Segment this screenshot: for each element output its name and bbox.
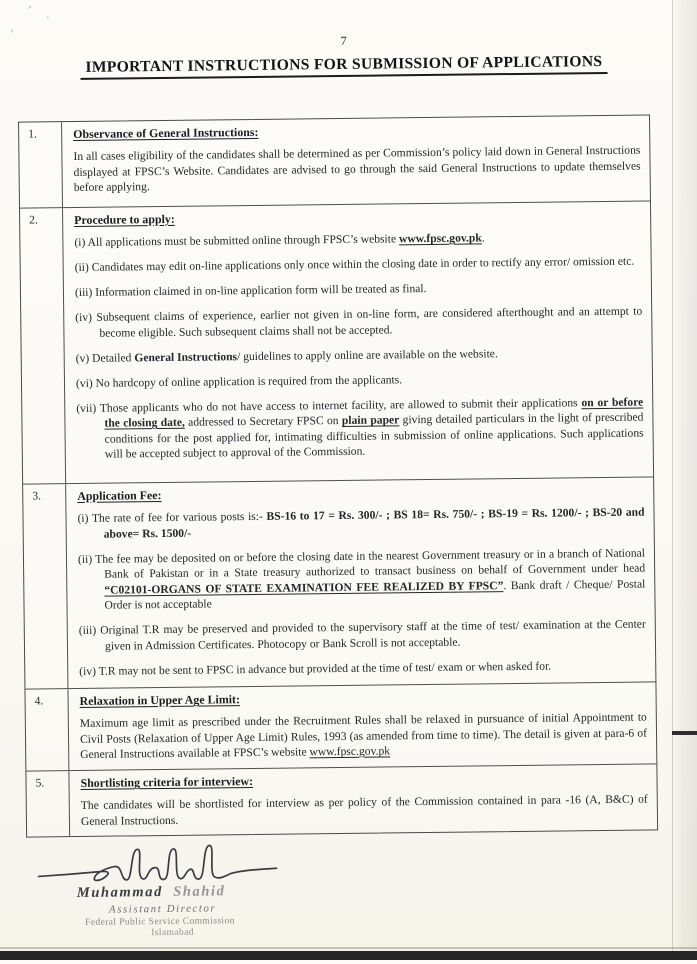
row-heading: Observance of General Instructions: — [73, 124, 259, 142]
row-content — [63, 201, 653, 483]
text-run: (ii) The fee may be deposited on or before the closing date in the nearest Government treasury or in a branch of National Bank of Pakistan or in a State treasury authorized to transact business on behalf of Government under head — [77, 546, 646, 581]
row-number: 4. — [25, 689, 69, 770]
table-row — [20, 200, 653, 483]
row-number: 1. — [19, 122, 63, 207]
text-run: on or before the closing date, — [104, 395, 644, 430]
row-content — [69, 764, 657, 836]
signatory-first-name: Muhammad — [76, 884, 164, 902]
instruction-paragraph — [73, 143, 640, 196]
instruction-paragraph — [75, 304, 642, 341]
signatory-city: Islamabad — [151, 927, 194, 939]
text-run: www.fpsc.gov.pk — [398, 231, 482, 246]
row-heading: Relaxation in Upper Age Limit: — [79, 692, 240, 708]
text-run: plain paper — [341, 413, 400, 427]
signature-block — [32, 836, 373, 940]
text-run: (vi) No hardcopy of online application is required from the applicants. — [75, 372, 403, 390]
signatory-last-name: Shahid — [173, 883, 226, 900]
instruction-paragraph — [76, 344, 643, 366]
page-number: 7 — [340, 33, 347, 48]
text-run: (vii) Those applicants who do not have access to internet facility, are allowed to submit their applications — [76, 395, 582, 415]
text-run: (iii) Original T.R may be preserved and provided to the supervisory staff at the time of test/ examination at the Center given in Admission Certificates. Photocopy or Bank Scroll is not acceptable. — [78, 617, 646, 653]
text-run: addressed to Secretary FPSC on — [184, 413, 342, 429]
text-run: “C02101-ORGANS OF STATE EXAMINATION FEE REALIZED BY FPSC” — [104, 578, 504, 597]
row-number: 5. — [26, 771, 70, 836]
signatory-role: Assistant Director — [108, 902, 217, 916]
table-row — [19, 115, 650, 207]
row-number: 3. — [23, 484, 68, 688]
text-run: BS-16 to 17 = Rs. 300/- ; BS 18= Rs. 750/- ; BS-19 = Rs. 1200/- ; BS-20 and above= Rs. 1500/- — [103, 505, 645, 541]
row-content — [68, 682, 656, 770]
text-run: (ii) Candidates may edit on-line applications only once within the closing date in order to rectify any error/ omission etc. — [74, 254, 635, 274]
row-number: 2. — [20, 208, 66, 483]
row-heading: Shortlisting criteria for interview: — [80, 774, 254, 790]
instruction-paragraph — [79, 657, 646, 679]
scan-right-edge — [672, 0, 697, 960]
table-row — [25, 681, 656, 770]
signatory-organization: Federal Public Service Commission — [85, 916, 235, 928]
text-run: Maximum age limit as prescribed under the Recruitment Rules shall be relaxed in pursuance of initial Appointment to Civil Posts (Relaxation of Upper Age Limit) Rules, 1993 (as amended from time to time). The detail is given at para-6 of General Instructions available at FPSC’s website — [79, 710, 648, 761]
scan-speck: ‚ — [10, 22, 14, 34]
text-run: (iv) Subsequent claims of experience, earlier not given in on-line form, are considered afterthought and an attempt to become eligible. Such subsequent claims shall not be accepted. — [75, 304, 643, 340]
text-run: (i) All applications must be submitted online through FPSC’s website — [74, 232, 400, 249]
row-content — [62, 115, 650, 207]
text-run: (v) Detailed — [75, 350, 135, 365]
instruction-paragraph — [75, 279, 642, 301]
row-heading: Application Fee: — [77, 488, 162, 503]
scan-bottom-bar — [0, 951, 697, 960]
instruction-paragraph — [81, 792, 648, 829]
row-content — [66, 477, 655, 688]
instructions-table — [18, 114, 658, 837]
text-run: In all cases eligibility of the candidates shall be determined as per Commission’s policy laid down in General Instructions displayed at FPSC’s Website. Candidates are advised to go through the said General Instructions to update themselves before applying. — [73, 143, 641, 195]
scan-edge-mark — [672, 731, 697, 735]
instruction-paragraph — [79, 617, 646, 654]
scan-bottom-smudge — [0, 947, 697, 949]
text-run: (iii) Information claimed in on-line application form will be treated as final. — [74, 282, 427, 299]
instruction-paragraph — [77, 505, 644, 542]
scan-speck: ’ — [28, 4, 32, 16]
instruction-paragraph — [78, 545, 646, 613]
text-run: (iv) T.R may not be sent to FPSC in advance but provided at the time of test/ exam or when asked for. — [79, 659, 552, 678]
page-title: IMPORTANT INSTRUCTIONS FOR SUBMISSION OF APPLICATIONS — [80, 53, 607, 80]
table-row — [26, 763, 657, 836]
row-heading: Procedure to apply: — [74, 211, 175, 227]
text-run: (i) The rate of fee for various posts is:- — [77, 509, 267, 525]
instruction-paragraph — [80, 710, 647, 763]
text-run: . — [481, 231, 485, 245]
instruction-paragraph — [76, 369, 643, 391]
instruction-paragraph — [76, 394, 644, 462]
text-run: giving detailed particulars in the light of prescribed conditions for the post applied for, intimating difficulties in submission of online applications. Such applications will be accepted subject to approval of the Commission. — [104, 410, 644, 461]
text-run: The candidates will be shortlisted for interview as per policy of the Commission contained in para -16 (A, B&C) of General Instructions. — [80, 792, 648, 828]
instruction-paragraph — [74, 229, 641, 251]
table-row — [23, 476, 655, 688]
title-wrap — [0, 52, 693, 81]
signatory-name — [77, 882, 373, 902]
instruction-paragraph — [75, 254, 642, 276]
text-run: / guidelines to apply online are available on the website. — [236, 346, 498, 363]
scan-speck: · — [46, 12, 50, 24]
text-run: www.fpsc.gov.pk — [309, 744, 391, 759]
text-run: . Bank draft / Cheque/ Postal Order is not acceptable — [104, 577, 646, 612]
text-run: General Instructions — [134, 349, 238, 364]
